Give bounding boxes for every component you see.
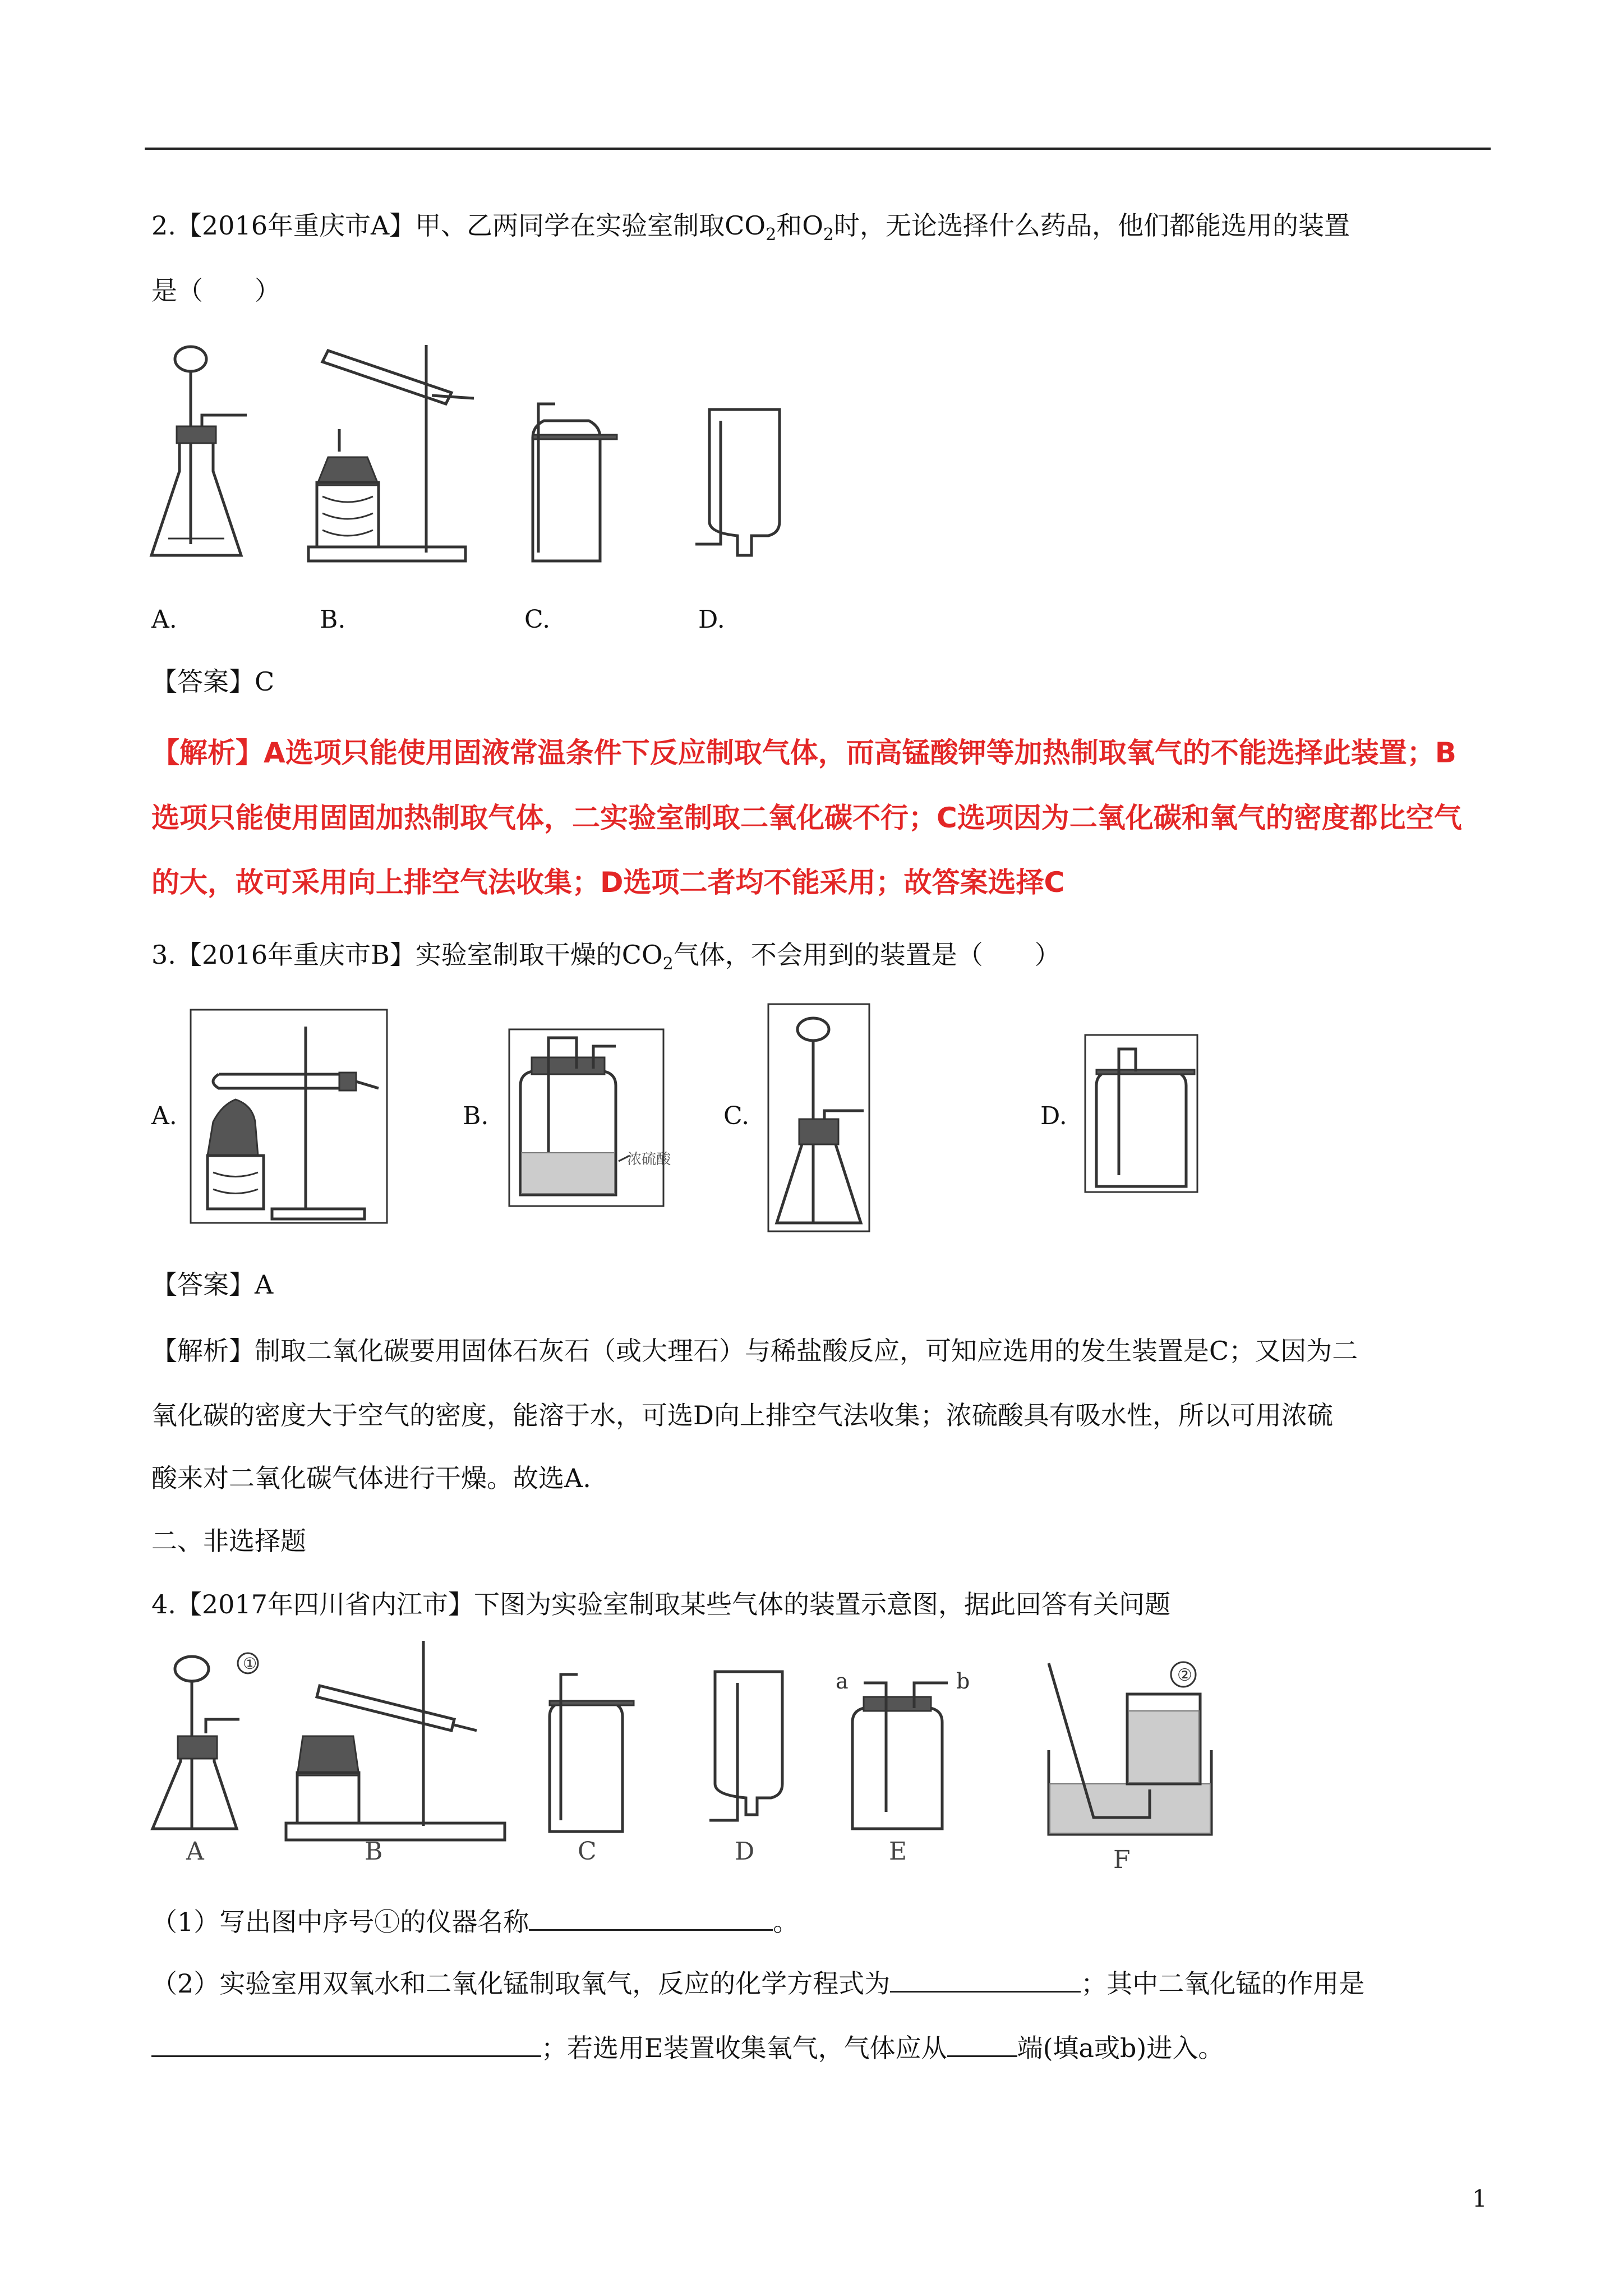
- q3-analysis-line3: 酸来对二氧化碳气体进行干燥。故选A.: [151, 1463, 591, 1493]
- q3-analysis-line1: 【解析】制取二氧化碳要用固体石灰石（或大理石）与稀盐酸反应，可知应选用的发生装置是C；又因为二: [151, 1336, 1358, 1366]
- q4-apparatus-b: [286, 1641, 510, 1866]
- q3-stem: 3.【2016年重庆市B】实验室制取干燥的$CO_2$气体，不会用到的装置是（ ）: [151, 940, 1061, 974]
- q4-port-blank[interactable]: [947, 2031, 1017, 2057]
- q2-option-b: B.: [320, 605, 346, 634]
- q4-letter-b: B: [365, 1837, 383, 1866]
- q2-apparatus-c: [516, 404, 623, 564]
- q4-apparatus-f: [1043, 1649, 1234, 1874]
- section-heading: 二、非选择题: [151, 1526, 306, 1556]
- q4-sub2-line1: （2）实验室用双氧水和二氧化锰制取氧气，反应的化学方程式为 ；其中二氧化锰的作用是: [151, 1966, 1364, 2000]
- q3-option-c: C.: [723, 1102, 750, 1130]
- q4-apparatus-e: [836, 1666, 976, 1866]
- q2-option-d: D.: [698, 605, 725, 634]
- q2-apparatus-b: [306, 345, 474, 567]
- q4-letter-d: D: [735, 1837, 755, 1866]
- q3-apparatus-b: [509, 1029, 671, 1206]
- q2-apparatus-d: [695, 409, 791, 564]
- q4-letter-f: F: [1113, 1846, 1131, 1874]
- q4-sub1: （1）写出图中序号①的仪器名称 。: [151, 1904, 799, 1939]
- q4-mark-2: ②: [1177, 1665, 1192, 1685]
- q4-port-a: a: [836, 1669, 849, 1694]
- q4-apparatus-d: [704, 1672, 794, 1866]
- q2-analysis-line3: 的大，故可采用向上排空气法收集；D选项二者均不能采用；故答案选择C: [151, 866, 1065, 899]
- q4-stem: 4.【2017年四川省内江市】下图为实验室制取某些气体的装置示意图，据此回答有关问题: [151, 1589, 1170, 1619]
- q2-option-c: C.: [524, 605, 551, 634]
- q3-answer: 【答案】A: [151, 1269, 274, 1300]
- q3-option-d: D.: [1040, 1102, 1067, 1130]
- q3-apparatus-c: [768, 1004, 869, 1231]
- q4-sub2-line2: ；若选用E装置收集氧气，气体应从 端(填a或b)进入。: [151, 2031, 1224, 2065]
- q4-sub1-blank[interactable]: [529, 1904, 773, 1931]
- q2-analysis-line1: 【解析】A选项只能使用固液常温条件下反应制取气体，而高锰酸钾等加热制取氧气的不能选择此装置；B: [151, 737, 1456, 769]
- q4-apparatus-c: [538, 1669, 634, 1866]
- q2-stem-line2: 是（ ）: [151, 275, 280, 306]
- q2-apparatus-a: [146, 342, 252, 567]
- q3-apparatus-a: [191, 1010, 387, 1223]
- q3-option-b: B.: [463, 1102, 489, 1130]
- q4-equation-blank[interactable]: [890, 1966, 1081, 1993]
- q2-stem-line1: 2.【2016年重庆市A】甲、乙两同学在实验室制取$CO_2$和$O_2$时，无论选择什么药品，他们都能选用的装置: [151, 210, 1350, 245]
- q3-analysis-line2: 氧化碳的密度大于空气的密度，能溶于水，可选D向上排空气法收集；浓硫酸具有吸水性，所以可用浓硫: [151, 1400, 1333, 1430]
- q3-option-a: A.: [151, 1102, 177, 1130]
- q4-letter-c: C: [578, 1837, 597, 1866]
- q4-role-blank[interactable]: [151, 2031, 541, 2057]
- q4-port-b: b: [956, 1669, 970, 1694]
- q4-apparatus-a: [147, 1649, 270, 1866]
- header-rule: [145, 148, 1491, 150]
- q3-acid-label: 浓硫酸: [627, 1151, 671, 1168]
- q4-letter-a: A: [186, 1837, 204, 1866]
- q4-letter-e: E: [889, 1837, 907, 1866]
- page-number: 1: [1472, 2185, 1487, 2212]
- q3-apparatus-d: [1085, 1035, 1197, 1192]
- q4-mark-1: ①: [243, 1654, 257, 1673]
- q2-option-a: A.: [151, 605, 177, 634]
- q2-answer: 【答案】C: [151, 666, 275, 697]
- q2-analysis-line2: 选项只能使用固固加热制取气体，二实验室制取二氧化碳不行；C选项因为二氧化碳和氧气的密度都比空气: [151, 802, 1462, 834]
